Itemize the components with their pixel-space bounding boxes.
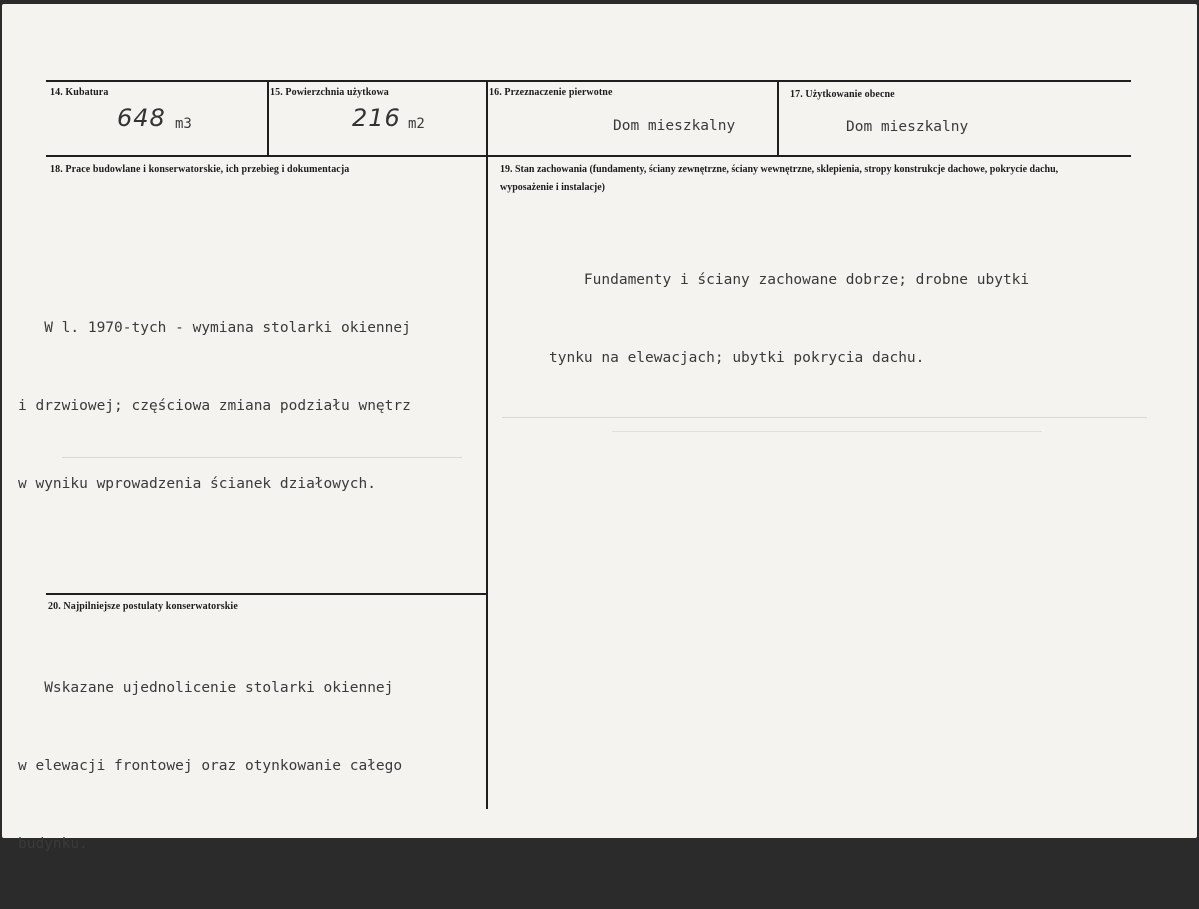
field-20-text <box>18 623 402 909</box>
field-17-label: 17. Użytkowanie obecne <box>790 89 895 100</box>
field-19-text <box>549 215 1029 423</box>
field-19-line: tynku na elewacjach; ubytki pokrycia dachu. <box>549 350 925 366</box>
field-15-value: 216 <box>352 104 401 132</box>
main-column-divider <box>486 155 488 809</box>
field-14-label: 14. Kubatura <box>50 87 109 98</box>
field-15-unit: m2 <box>408 116 425 132</box>
field-19-label: 19. Stan zachowania (fundamenty, ściany zewnętrzne, ściany wewnętrzne, sklepienia, stropy konstrukcje dachowe, pokrycie dachu, wyposażenie i instalacje) <box>500 164 1059 193</box>
section-divider <box>46 593 486 595</box>
record-card <box>2 4 1197 852</box>
field-18-line: w wyniku wprowadzenia ścianek działowych. <box>18 476 376 492</box>
field-16-value: Dom mieszkalny <box>613 118 736 134</box>
field-18-line: i drzwiowej; częściowa zmiana podziału wnętrz <box>18 398 411 414</box>
field-14-unit: m3 <box>175 116 192 132</box>
field-20-line: Wskazane ujednolicenie stolarki okiennej <box>18 680 394 696</box>
column-divider <box>777 80 779 157</box>
field-14-value: 648 <box>117 104 166 132</box>
field-20-line: budynku. <box>18 836 88 852</box>
field-18-line: W l. 1970-tych - wymiana stolarki okiennej <box>18 320 411 336</box>
field-18-text <box>18 263 411 549</box>
field-17-value: Dom mieszkalny <box>846 119 969 135</box>
field-19-line: Fundamenty i ściany zachowane dobrze; drobne ubytki <box>549 272 1030 288</box>
field-16-label: 16. Przeznaczenie pierwotne <box>489 87 613 98</box>
row-divider <box>46 155 1131 157</box>
field-20-label: 20. Najpilniejsze postulaty konserwatorskie <box>48 601 238 612</box>
field-15-label: 15. Powierzchnia użytkowa <box>270 87 389 98</box>
column-divider <box>267 80 269 157</box>
bleed-through-line <box>612 431 1042 432</box>
column-divider <box>486 80 488 157</box>
field-20-line: w elewacji frontowej oraz otynkowanie całego <box>18 758 403 774</box>
top-rule <box>46 80 1131 82</box>
field-18-label: 18. Prace budowlane i konserwatorskie, ich przebieg i dokumentacja <box>50 164 350 175</box>
